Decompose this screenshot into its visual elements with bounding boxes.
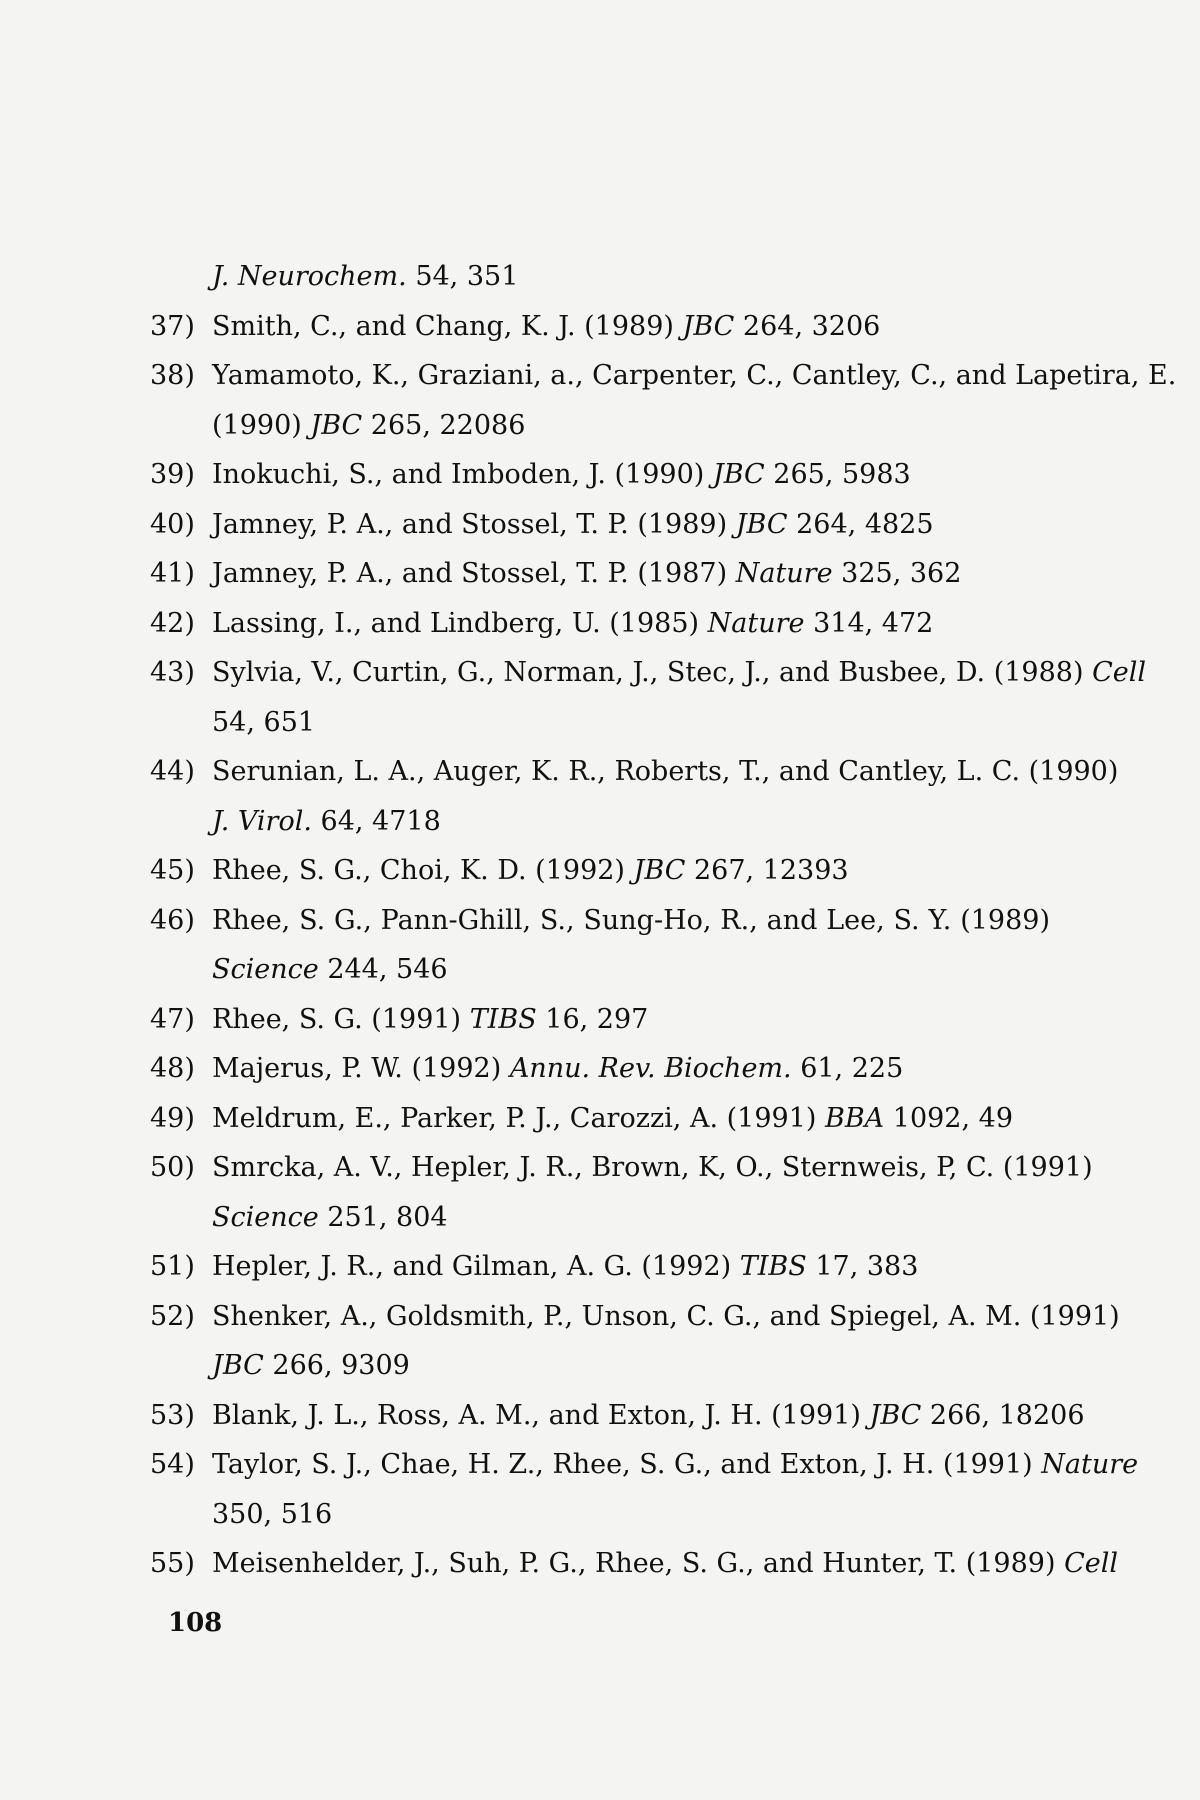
page-number: 108	[168, 1608, 223, 1638]
reference-54-line2: 350, 516	[212, 1498, 333, 1530]
reference-44-line2: J. Virol. 64, 4718	[212, 805, 441, 837]
reference-50-line2: Science 251, 804	[212, 1201, 448, 1233]
reference-50: 50) Smrcka, A. V., Hepler, J. R., Brown, K, O., Sternweis, P, C. (1991)	[150, 1152, 1093, 1183]
reference-54: 54) Taylor, S. J., Chae, H. Z., Rhee, S. G., and Exton, J. H. (1991) Nature	[150, 1449, 1139, 1480]
reference-43: 43) Sylvia, V., Curtin, G., Norman, J., Stec, J., and Busbee, D. (1988) Cell	[150, 657, 1146, 688]
reference-45: 45) Rhee, S. G., Choi, K. D. (1992) JBC 267, 12393	[150, 855, 849, 886]
reference-46: 46) Rhee, S. G., Pann-Ghill, S., Sung-Ho, R., and Lee, S. Y. (1989)	[150, 904, 1050, 936]
reference-41: 41) Jamney, P. A., and Stossel, T. P. (1987) Nature 325, 362	[150, 558, 962, 589]
reference-46-line2: Science 244, 546	[212, 954, 448, 985]
reference-51: 51) Hepler, J. R., and Gilman, A. G. (1992) TIBS 17, 383	[150, 1251, 919, 1282]
reference-39: 39) Inokuchi, S., and Imboden, J. (1990) JBC 265, 5983	[150, 459, 911, 490]
reference-48: 48) Majerus, P. W. (1992) Annu. Rev. Biochem. 61, 225	[150, 1053, 904, 1084]
reference-38-line2: (1990) JBC 265, 22086	[212, 409, 526, 441]
reference-55: 55) Meisenhelder, J., Suh, P. G., Rhee, S. G., and Hunter, T. (1989) Cell	[150, 1548, 1118, 1579]
reference-43-line2: 54, 651	[212, 706, 316, 738]
reference-52-line2: JBC 266, 9309	[212, 1350, 410, 1381]
reference-list	[150, 252, 1177, 1589]
journal: J. Neurochem.	[212, 261, 407, 292]
reference-44: 44) Serunian, L. A., Auger, K. R., Roberts, T., and Cantley, L. C. (1990)	[150, 756, 1119, 787]
reference-38: 38) Yamamoto, K., Graziani, a., Carpenter, C., Cantley, C., and Lapetira, E.	[150, 360, 1177, 391]
reference-53: 53) Blank, J. L., Ross, A. M., and Exton, J. H. (1991) JBC 266, 18206	[150, 1399, 1085, 1431]
reference-40: 40) Jamney, P. A., and Stossel, T. P. (1989) JBC 264, 4825	[150, 508, 934, 540]
reference-52: 52) Shenker, A., Goldsmith, P., Unson, C. G., and Spiegel, A. M. (1991)	[150, 1300, 1120, 1332]
reference-36-continuation: J. Neurochem. 54, 351	[212, 261, 519, 292]
reference-42: 42) Lassing, I., and Lindberg, U. (1985) Nature 314, 472	[150, 607, 934, 639]
reference-47: 47) Rhee, S. G. (1991) TIBS 16, 297	[150, 1003, 649, 1035]
reference-37: 37) Smith, C., and Chang, K. J. (1989) JBC 264, 3206	[150, 310, 881, 342]
reference-49: 49) Meldrum, E., Parker, P. J., Carozzi, A. (1991) BBA 1092, 49	[150, 1102, 1014, 1134]
